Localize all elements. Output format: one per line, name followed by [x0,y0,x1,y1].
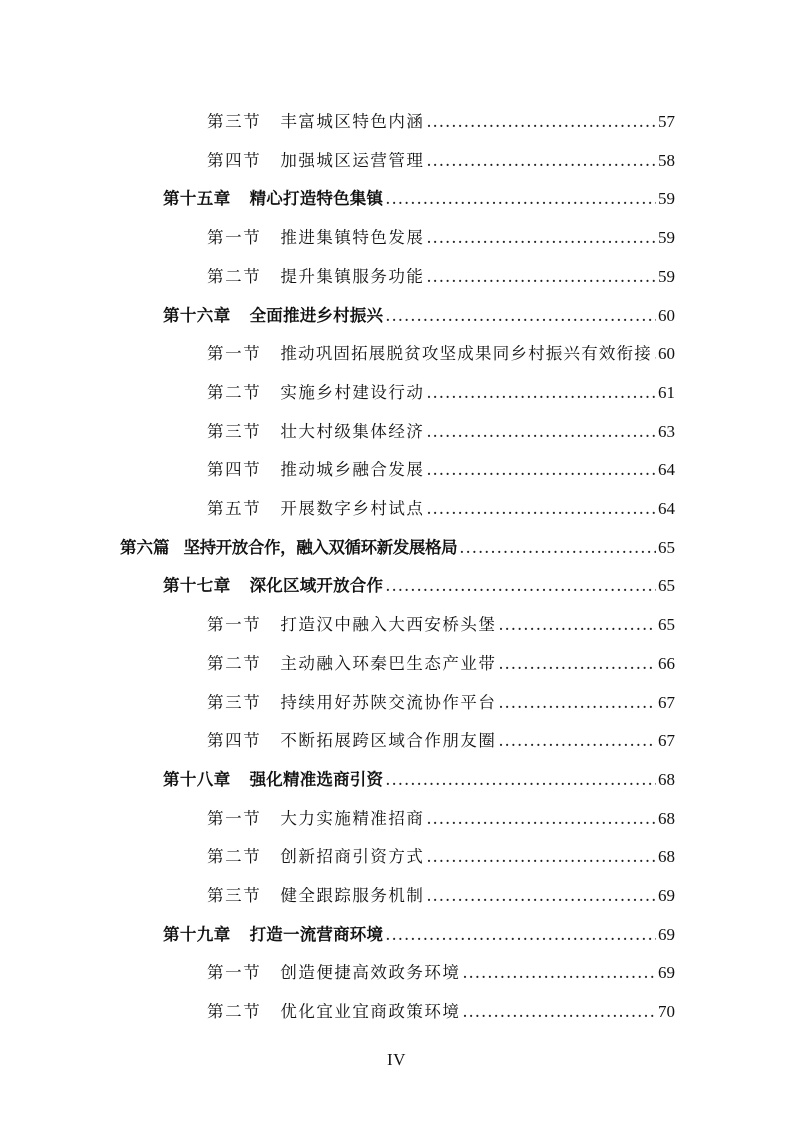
toc-entry-title: 推动巩固拓展脱贫攻坚成果同乡村振兴有效衔接 [280,344,653,364]
toc-entry-title: 健全跟踪服务机制 [280,886,425,905]
toc-entry-page: 65 [658,576,675,596]
toc-entry-label: 第三节 [207,112,262,131]
toc-entry-title: 优化宜业宜商政策环境 [280,1002,461,1022]
toc-entry-title: 丰富城区特色内涵 [280,112,425,131]
toc-entry-label: 第一节 [207,344,262,364]
dot-leader [426,494,656,524]
toc-entry-section[interactable] [207,417,675,447]
toc-entry-section[interactable] [207,146,675,176]
toc-entry-title: 持续用好苏陕交流协作平台 [280,692,497,712]
dot-leader [459,533,656,563]
toc-entry-label: 第二节 [207,382,262,402]
toc-entry-section[interactable] [207,339,675,369]
toc-entry-title: 推动城乡融合发展 [280,460,425,480]
toc-entry-page: 57 [658,112,675,131]
toc-entry-page: 65 [658,537,675,557]
toc-entry-label: 第二节 [207,266,262,286]
toc-entry-page: 67 [658,731,675,751]
toc-entry-page: 59 [658,228,675,248]
dot-leader [426,262,656,292]
dot-leader [385,920,656,950]
toc-entry-chapter[interactable] [163,301,675,331]
toc-entry-section[interactable] [207,958,675,988]
toc-entry-section[interactable] [207,223,675,253]
toc-entry-part[interactable] [120,533,675,563]
dot-leader [426,804,656,834]
dot-leader [426,881,656,911]
toc-entry-section[interactable] [207,997,675,1027]
toc-entry-label: 第二节 [207,653,262,673]
page-number: IV [387,1050,406,1069]
toc-entry-chapter[interactable] [163,184,675,214]
toc-entry-chapter[interactable] [163,920,675,950]
toc-entry-page: 68 [658,769,675,789]
dot-leader [385,301,656,331]
toc-entry-page: 69 [658,963,675,983]
dot-leader [385,571,656,601]
toc-entry-label: 第十七章 [163,576,231,596]
toc-entry-label: 第十五章 [163,189,231,209]
toc-entry-page: 69 [658,886,675,905]
dot-leader [426,455,656,485]
dot-leader [654,339,656,369]
toc-entry-title: 精心打造特色集镇 [249,189,384,209]
toc-entry-section[interactable] [207,455,675,485]
toc-entry-title: 主动融入环秦巴生态产业带 [280,653,497,673]
toc-entry-title: 大力实施精准招商 [280,808,425,828]
toc-entry-page: 70 [658,1002,675,1022]
dot-leader [498,726,656,756]
toc-entry-chapter[interactable] [163,571,675,601]
toc-entry-title: 实施乡村建设行动 [280,382,425,402]
toc-entry-page: 64 [658,460,675,480]
toc-entry-section[interactable] [207,804,675,834]
toc-entry-title: 提升集镇服务功能 [280,266,425,286]
dot-leader [462,997,656,1027]
toc-entry-title: 全面推进乡村振兴 [249,305,384,325]
toc-entry-label: 第四节 [207,460,262,480]
toc-entry-title: 打造汉中融入大西安桥头堡 [280,615,497,635]
toc-entry-label: 第一节 [207,615,262,635]
toc-entry-title: 创新招商引资方式 [280,847,425,867]
toc-entry-label: 第十九章 [163,924,231,944]
toc-entry-section[interactable] [207,107,675,137]
toc-entry-label: 第五节 [207,499,262,518]
toc-entry-page: 67 [658,692,675,712]
toc-entry-page: 59 [658,189,675,209]
toc-entry-page: 63 [658,421,675,441]
dot-leader [498,688,656,718]
dot-leader [498,610,656,640]
toc-entry-title: 深化区域开放合作 [249,576,384,596]
toc-entry-page: 58 [658,150,675,170]
toc-entry-label: 第一节 [207,228,262,248]
dot-leader [426,417,656,447]
toc-entry-section[interactable] [207,494,675,524]
dot-leader [426,146,656,176]
dot-leader [426,842,656,872]
toc-entry-label: 第六篇 [120,537,170,557]
toc-entry-page: 69 [658,924,675,944]
toc-entry-label: 第一节 [207,808,262,828]
toc-entry-page: 60 [658,344,675,364]
toc-entry-label: 第十八章 [163,769,231,789]
toc-entry-label: 第一节 [207,963,262,983]
toc-entry-title: 不断拓展跨区域合作朋友圈 [280,731,497,751]
toc-entry-title: 打造一流营商环境 [249,924,384,944]
toc-entry-title: 坚持开放合作，融入双循环新发展格局 [183,537,458,557]
toc-entry-section[interactable] [207,881,675,911]
toc-entry-label: 第十六章 [163,305,231,325]
toc-entry-section[interactable] [207,649,675,679]
toc-entry-title: 加强城区运营管理 [280,150,425,170]
toc-entry-page: 65 [658,615,675,635]
toc-entry-label: 第二节 [207,1002,262,1022]
dot-leader [426,223,656,253]
toc-entry-label: 第四节 [207,731,262,751]
toc-entry-section[interactable] [207,610,675,640]
toc-entry-label: 第三节 [207,421,262,441]
toc-entry-page: 59 [658,266,675,286]
toc-entry-label: 第四节 [207,150,262,170]
toc-entry-title: 开展数字乡村试点 [280,499,425,518]
toc-entry-section[interactable] [207,842,675,872]
toc-entry-page: 68 [658,808,675,828]
toc-entry-label: 第三节 [207,886,262,905]
dot-leader [426,378,656,408]
dot-leader [462,958,656,988]
toc-entry-section[interactable] [207,688,675,718]
toc-entry-section[interactable] [207,262,675,292]
toc-entry-title: 壮大村级集体经济 [280,421,425,441]
dot-leader [385,765,656,795]
toc-entry-page: 68 [658,847,675,867]
toc-entry-page: 64 [658,499,675,518]
dot-leader [426,107,656,137]
toc-entry-label: 第二节 [207,847,262,867]
toc-entry-chapter[interactable] [163,765,675,795]
toc-entry-page: 60 [658,305,675,325]
toc-entry-title: 创造便捷高效政务环境 [280,963,461,983]
toc-entry-page: 61 [658,382,675,402]
toc-entry-section[interactable] [207,726,675,756]
toc-entry-section[interactable] [207,378,675,408]
toc-entry-label: 第三节 [207,692,262,712]
dot-leader [498,649,656,679]
toc-entry-title: 强化精准选商引资 [249,769,384,789]
toc-entry-page: 66 [658,653,675,673]
dot-leader [385,184,656,214]
toc-entry-title: 推进集镇特色发展 [280,228,425,248]
